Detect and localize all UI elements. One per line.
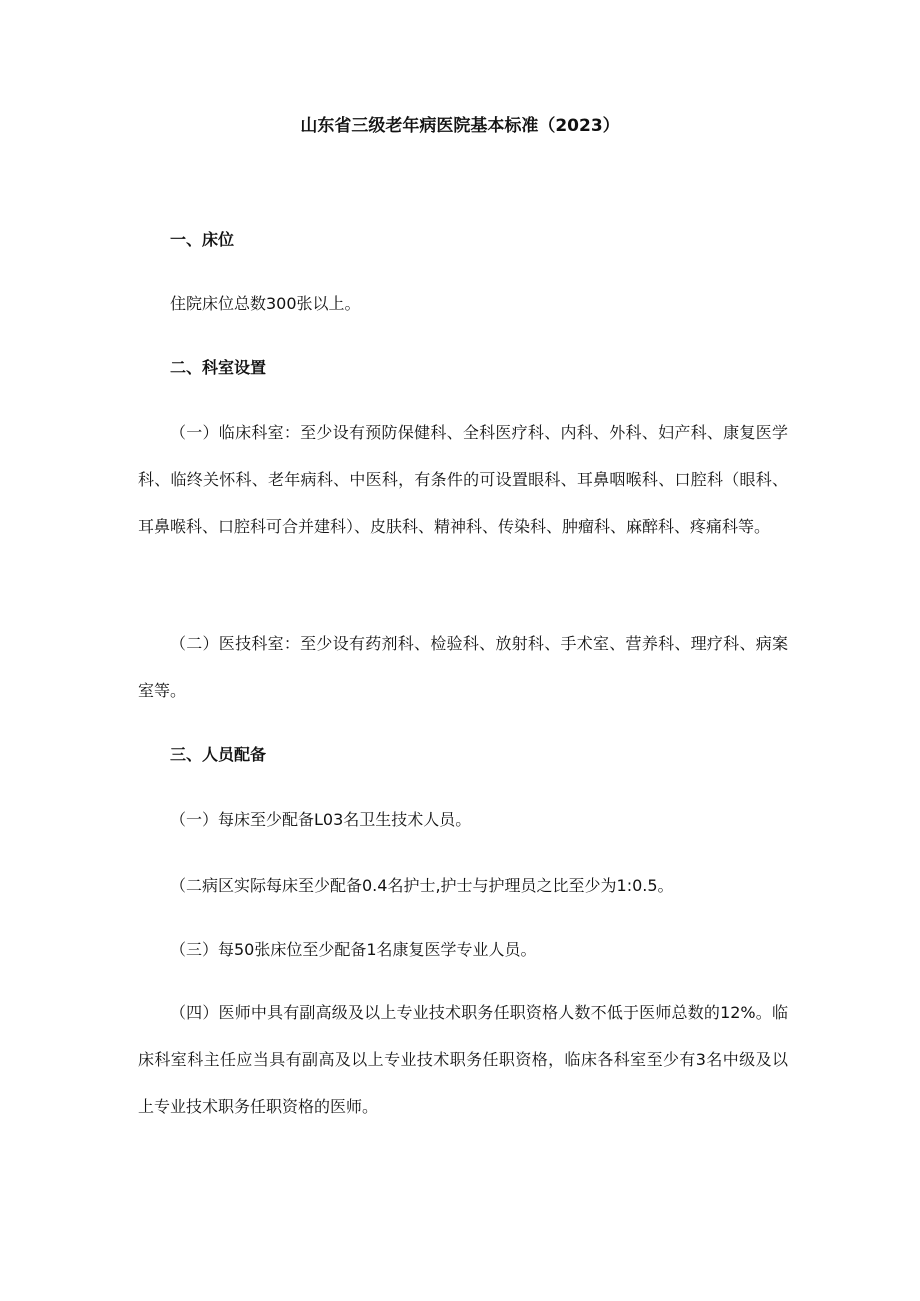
paragraph-staff-per-bed: （一）每床至少配备L03名卫生技术人员。 xyxy=(170,810,472,829)
paragraph-nurse-ratio: （二病区实际每床至少配备0.4名护士,护士与护理员之比至少为1:0.5。 xyxy=(170,876,674,895)
section-heading-departments: 二、科室设置 xyxy=(170,358,267,377)
paragraph-rehab-staff: （三）每50张床位至少配备1名康复医学专业人员。 xyxy=(170,940,537,959)
paragraph-medical-tech-departments: （二）医技科室：至少设有药剂科、检验科、放射科、手术室、营养科、理疗科、病案室等。 xyxy=(138,634,788,700)
section-heading-staffing: 三、人员配备 xyxy=(170,745,267,764)
paragraph-clinical-departments: （一）临床科室：至少设有预防保健科、全科医疗科、内科、外科、妇产科、康复医学科、临终关怀科、老年病科、中医科，有条件的可设置眼科、耳鼻咽喉科、口腔科（眼科、耳鼻喉科、口腔科可合并建科）、皮肤科、精神科、传染科、肿瘤科、麻醉科、疼痛科等。 xyxy=(138,423,788,536)
section-heading-beds: 一、床位 xyxy=(170,230,235,249)
paragraph-bed-count: 住院床位总数300张以上。 xyxy=(170,294,361,313)
paragraph-physician-qualifications: （四）医师中具有副高级及以上专业技术职务任职资格人数不低于医师总数的12%。临床科室科主任应当具有副高及以上专业技术职务任职资格，临床各科室至少有3名中级及以上专业技术职务任职资格的医师。 xyxy=(138,1003,788,1116)
document-title: 山东省三级老年病医院基本标准（2023） xyxy=(300,116,620,136)
